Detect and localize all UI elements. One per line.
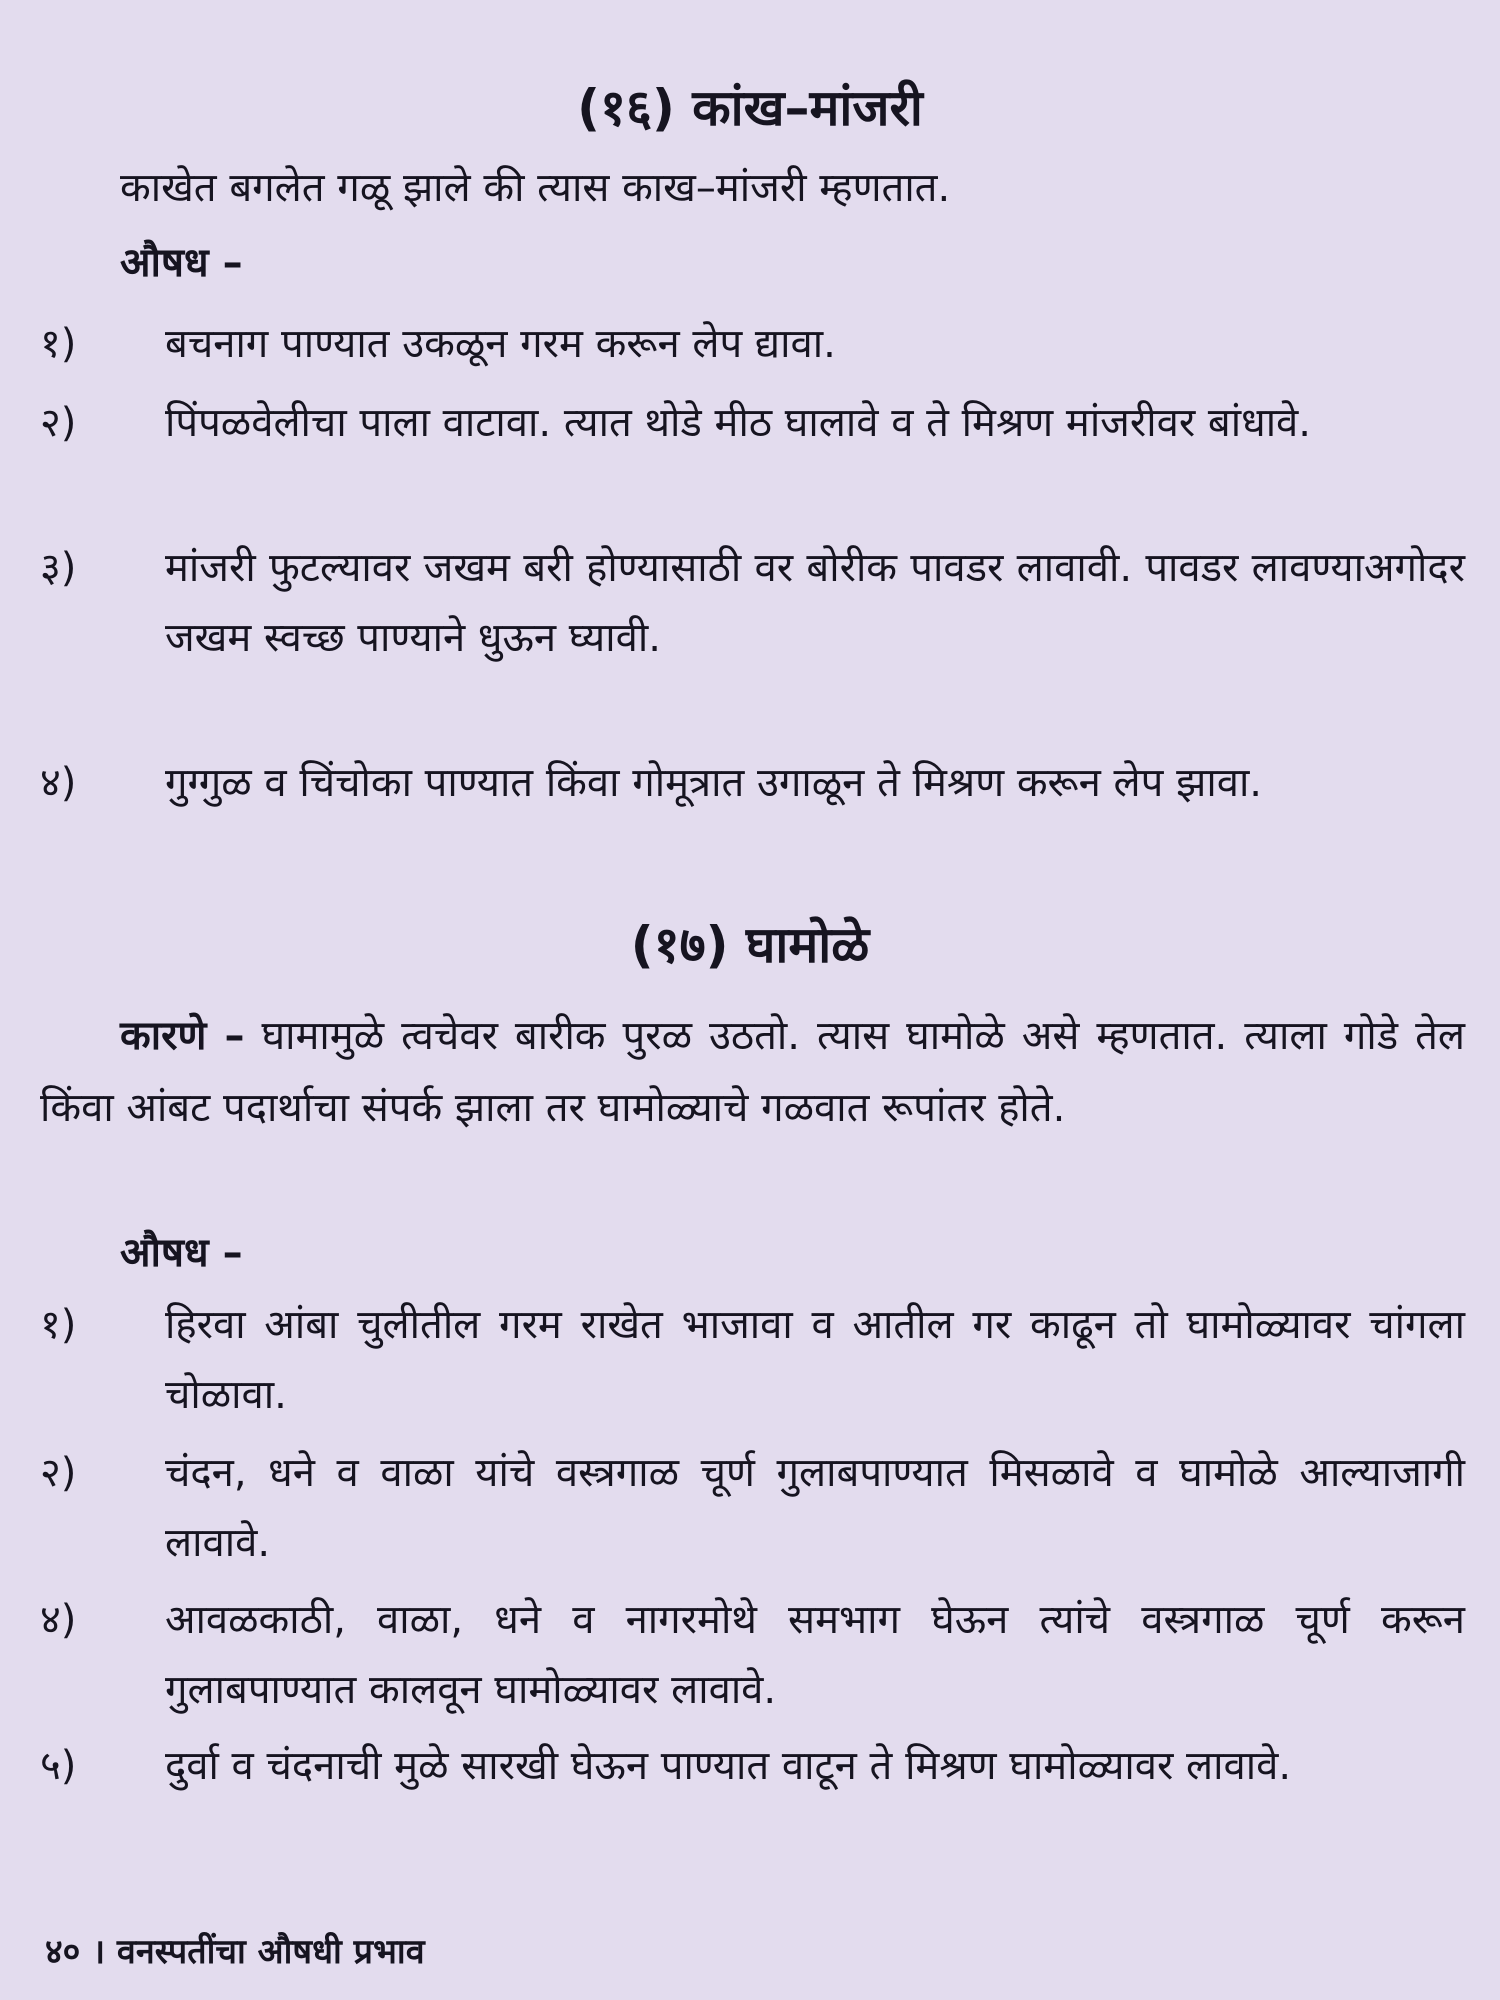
list-item-text: हिरवा आंबा चुलीतील गरम राखेत भाजावा व आतील गर काढून तो घामोळ्यावर चांगला चोळावा.	[165, 1302, 1465, 1418]
remedy-label: औषध –	[120, 1230, 243, 1276]
list-item-text: आवळकाठी, वाळा, धने व नागरमोथे समभाग घेऊन त्यांचे वस्त्रगाळ चूर्ण करून गुलाबपाण्यात कालवून घामोळ्यावर लावावे.	[165, 1597, 1465, 1713]
remedy-label: औषध –	[120, 240, 243, 286]
list-item-number: ३)	[40, 545, 77, 591]
list-item-text: पिंपळवेलीचा पाला वाटावा. त्यात थोडे मीठ घालावे व ते मिश्रण मांजरीवर बांधावे.	[165, 400, 1312, 446]
section-heading-17: (१७) घामोळे	[630, 916, 870, 974]
page-footer: ४० । वनस्पतींचा औषधी प्रभाव	[45, 1932, 425, 1972]
list-item-text: गुग्गुळ व चिंचोका पाण्यात किंवा गोमूत्रात उगाळून ते मिश्रण करून लेप झावा.	[165, 760, 1263, 806]
list-item-number: ५)	[40, 1743, 77, 1789]
list-item-number: १)	[40, 1302, 77, 1348]
list-item-text: बचनाग पाण्यात उकळून गरम करून लेप द्यावा.	[165, 321, 836, 367]
list-item-text: मांजरी फुटल्यावर जखम बरी होण्यासाठी वर बोरीक पावडर लावावी. पावडर लावण्याअगोदर जखम स्वच्छ पाण्याने धुऊन घ्यावी.	[165, 545, 1465, 661]
cause-label: कारणे –	[120, 1013, 245, 1059]
list-item-number: २)	[40, 1450, 77, 1496]
list-item-text: चंदन, धने व वाळा यांचे वस्त्रगाळ चूर्ण गुलाबपाण्यात मिसळावे व घामोळे आल्याजागी लावावे.	[165, 1450, 1465, 1566]
list-item-text: दुर्वा व चंदनाची मुळे सारखी घेऊन पाण्यात वाटून ते मिश्रण घामोळ्यावर लावावे.	[165, 1743, 1292, 1789]
list-item-number: ४)	[40, 1597, 77, 1643]
list-item-number: २)	[40, 400, 77, 446]
list-item-number: ४)	[40, 760, 77, 806]
section16-intro: काखेत बगलेत गळू झाले की त्यास काख–मांजरी म्हणतात.	[120, 165, 951, 211]
list-item-number: १)	[40, 321, 77, 367]
cause-text: घामामुळे त्वचेवर बारीक पुरळ उठतो. त्यास घामोळे असे म्हणतात. त्याला गोडे तेल किंवा आंबट पदार्थाचा संपर्क झाला तर घामोळ्याचे गळवात रूपांतर होते.	[40, 1013, 1465, 1131]
section-heading-16: (१६) कांख–मांजरी	[577, 79, 923, 137]
section17-cause-paragraph	[40, 1000, 1465, 1144]
